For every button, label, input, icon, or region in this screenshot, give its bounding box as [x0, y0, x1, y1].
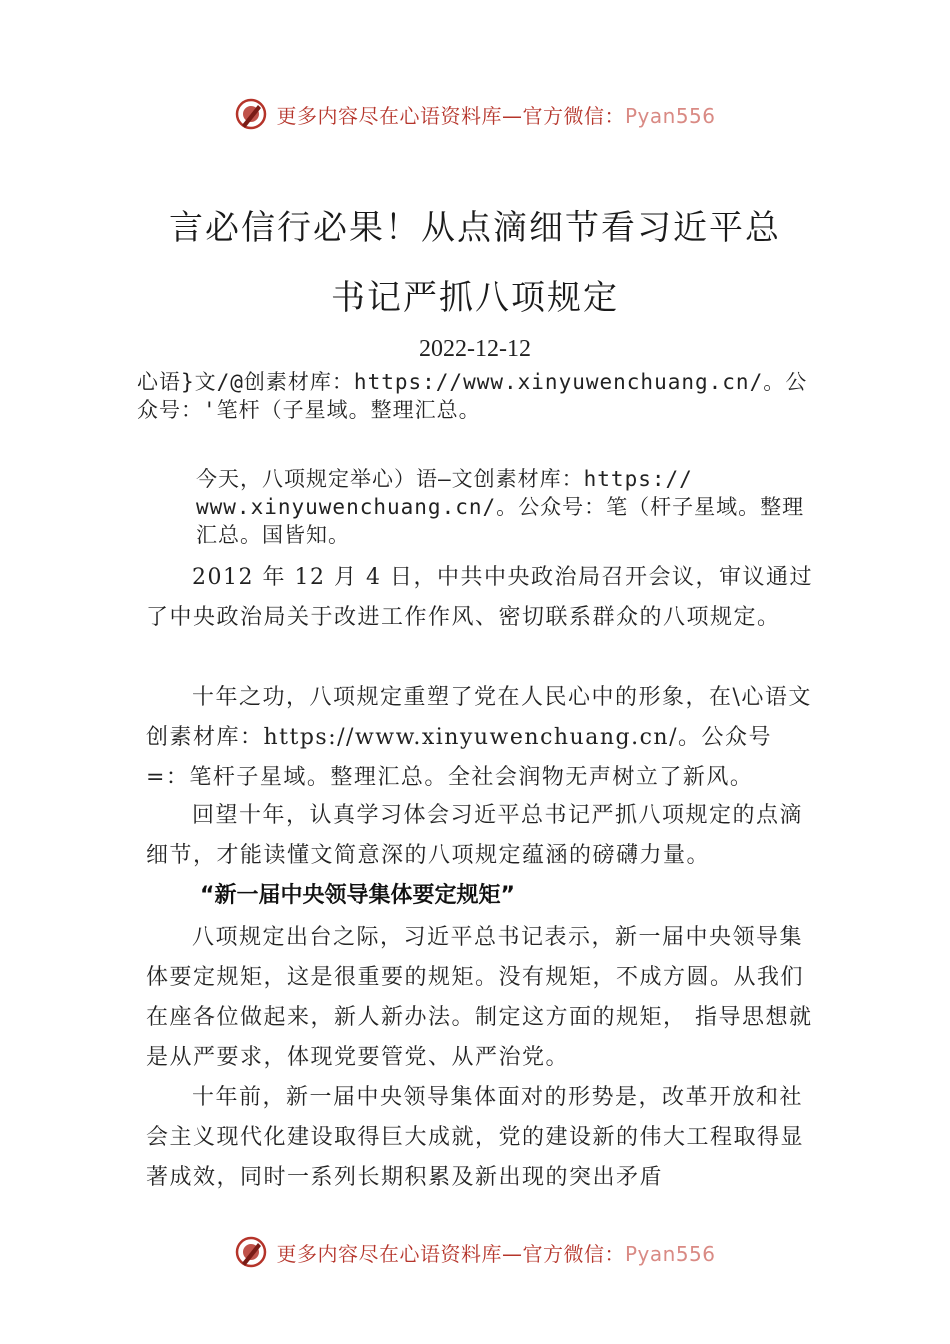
banner-text: 更多内容尽在心语资料库—官方微信：Pyan556 — [276, 1241, 716, 1266]
title-line-2: 书记严抓八项规定 — [331, 278, 619, 318]
section-heading: “新一届中央领导集体要定规矩” — [200, 883, 515, 908]
paragraph-1: 2012 年 12 月 4 日，中共中央政治局召开会议，审议通过了中央政治局关于改进工作作风、密切联系群众的八项规定。 — [146, 565, 813, 630]
title-line-1: 言必信行必果！从点滴细节看习近平总 — [169, 208, 781, 248]
paragraph-2: 十年之功，八项规定重塑了党在人民心中的形象，在\心语文创素材库：https://www.xinyuwenchuang.cn/。公众号=：笔杆子星域。整理汇总。全社会润物无声树立了新风。 — [146, 685, 812, 790]
pen-logo-icon — [234, 97, 268, 131]
paragraph-5: 十年前，新一届中央领导集体面对的形势是，改革开放和社会主义现代化建设取得巨大成就，党的建设新的伟大工程取得显著成效，同时一系列长期积累及新出现的突出矛盾 — [146, 1085, 805, 1190]
watermark-paragraph: 今天，八项规定举心）语—文创素材库：https:// www.xinyuwenchuang.cn/。公众号：笔（杆子星域。整理汇总。国皆知。 — [196, 467, 805, 547]
footer-banner — [0, 1232, 950, 1272]
paragraph-3: 回望十年，认真学习体会习近平总书记严抓八项规定的点滴细节，才能读懂文简意深的八项规定蕴涵的磅礴力量。 — [146, 803, 804, 868]
banner-text: 更多内容尽在心语资料库—官方微信：Pyan556 — [276, 103, 716, 128]
publish-date: 2022-12-12 — [419, 336, 531, 362]
pen-logo-icon — [234, 1235, 268, 1269]
wechat-id: Pyan556 — [624, 103, 716, 128]
paragraph-4: 八项规定出台之际，习近平总书记表示，新一届中央领导集体要定规矩，这是很重要的规矩。没有规矩，不成方圆。从我们在座各位做起来，新人新办法。制定这方面的规矩， 指导思想就是从严要求，体现党要管党、从严治党。 — [146, 925, 813, 1070]
intro-watermark: 心语}文/@创素材库：https://www.xinyuwenchuang.cn/。公众号：'笔杆（子星域。整理汇总。 — [137, 370, 808, 422]
header-banner — [0, 94, 950, 134]
wechat-id: Pyan556 — [624, 1241, 716, 1266]
